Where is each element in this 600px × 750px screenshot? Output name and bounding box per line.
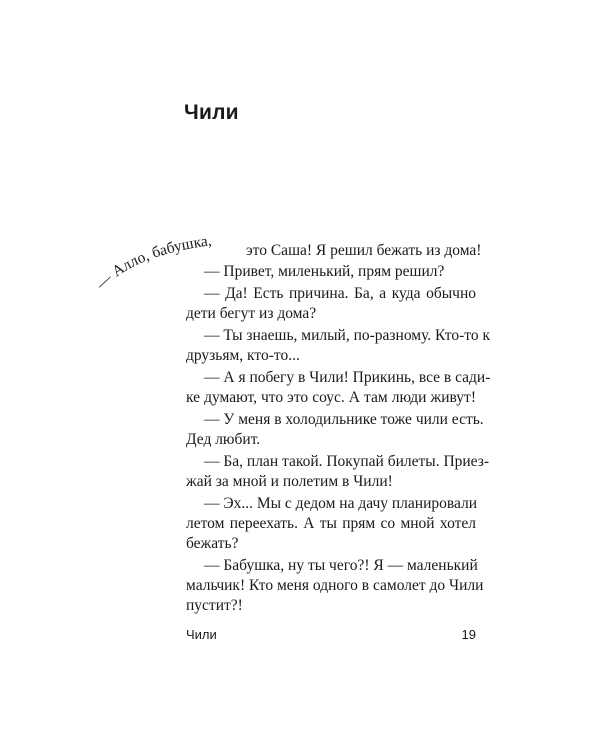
dialogue-line: — А я побегу в Чили! Прикинь, все в сади- bbox=[204, 369, 491, 386]
curved-opening-textpath: — Алло, бабушка, bbox=[92, 232, 213, 293]
dialogue-line: Дед любит. bbox=[186, 431, 261, 448]
opening-line-rest: это Саша! Я решил бежать из дома! bbox=[246, 242, 482, 259]
running-title: Чили bbox=[186, 627, 217, 642]
dialogue-line: — Да! Есть причина. Ба, а куда обычно bbox=[204, 285, 476, 302]
dialogue-line: пустит?! bbox=[186, 597, 243, 614]
dialogue-line: жай за мной и полетим в Чили! bbox=[186, 473, 393, 490]
chapter-title: Чили bbox=[184, 101, 239, 124]
dialogue-line: — У меня в холодильнике тоже чили есть. bbox=[204, 411, 484, 428]
dialogue-line: друзьям, кто-то... bbox=[186, 347, 300, 364]
page-number: 19 bbox=[461, 627, 476, 642]
dialogue-line: — Бабушка, ну ты чего?! Я — маленький bbox=[204, 557, 478, 574]
dialogue-line: — Ты знаешь, милый, по-разному. Кто-то к bbox=[204, 327, 491, 344]
dialogue-line: — Привет, миленький, прям решил? bbox=[204, 263, 445, 280]
dialogue-line: летом переехать. А ты прям со мной хотел bbox=[186, 515, 476, 532]
dialogue-line: бежать? bbox=[186, 535, 239, 552]
dialogue-line: мальчик! Кто меня одного в самолет до Чили bbox=[186, 577, 484, 594]
dialogue-line: — Эх... Мы с дедом на дачу планировали bbox=[204, 495, 478, 512]
dialogue-line: — Ба, план такой. Покупай билеты. Приез- bbox=[204, 453, 490, 470]
dialogue-line: ке думают, что это соус. А там люди живут! bbox=[186, 389, 476, 406]
dialogue-line: дети бегут из дома? bbox=[186, 305, 317, 322]
